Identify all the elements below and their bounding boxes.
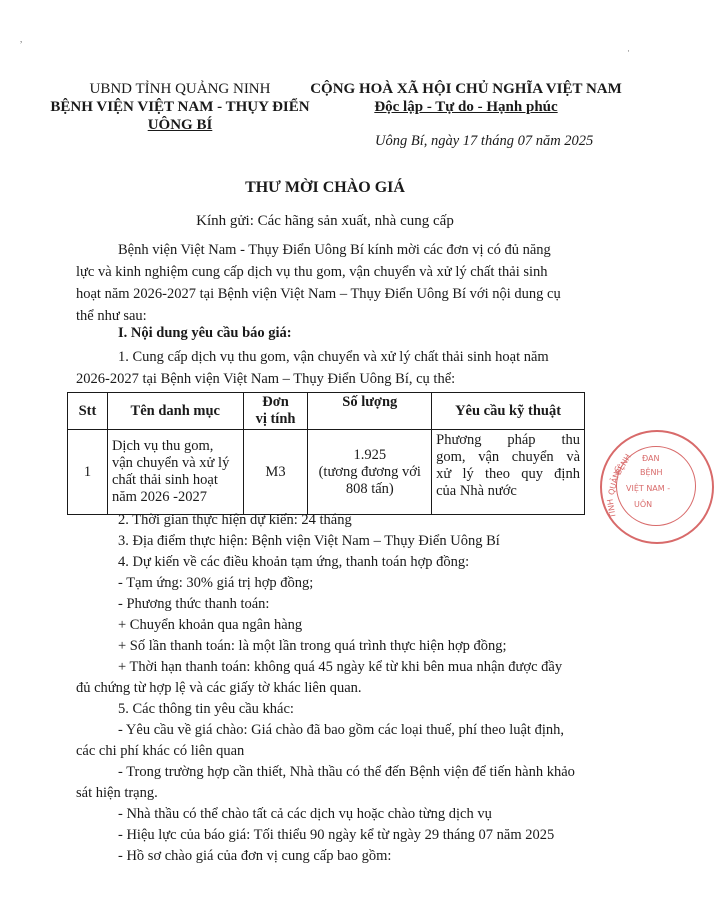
word: chuyển	[511, 449, 554, 465]
body-line: + Số lần thanh toán: là một lần trong quá trình thực hiện hợp đồng;	[118, 638, 507, 654]
col-header-qty: Số lượng	[308, 393, 432, 430]
cell-tech-line	[436, 466, 580, 483]
intro-line: Bệnh viện Việt Nam - Thụy Điển Uông Bí kính mời các đơn vị có đủ năng	[118, 242, 551, 258]
motto: Độc lập - Tự do - Hạnh phúc	[374, 99, 558, 115]
stamp-text: BỆNH	[640, 468, 663, 477]
table-header-row	[68, 393, 585, 430]
document-title: THƯ MỜI CHÀO GIÁ	[245, 179, 405, 196]
cell-name-line: Dịch vụ thu gom,	[111, 438, 214, 454]
body-line: các chi phí khác có liên quan	[76, 743, 245, 759]
cell-tech-line	[436, 483, 580, 500]
stamp-text: VIỆT NAM -	[626, 484, 671, 493]
cell-name-line: chất thải sinh hoạt	[111, 472, 218, 488]
hospital-name-line2: UÔNG BÍ	[147, 117, 213, 133]
recipient: Kính gửi: Các hãng sản xuất, nhà cung cấp	[196, 213, 454, 229]
cell-stt: 1	[68, 430, 108, 515]
cell-name-line: năm 2026 -2027	[111, 489, 207, 505]
body-line: + Thời hạn thanh toán: không quá 45 ngày kể từ khi bên mua nhận được đầy	[118, 659, 563, 675]
official-stamp	[600, 430, 714, 544]
cell-tech	[432, 430, 585, 515]
cell-qty	[308, 430, 432, 515]
cell-name-line: vận chuyển và xử lý	[111, 455, 230, 471]
word: và	[566, 449, 580, 465]
body-line: - Phương thức thanh toán:	[118, 596, 270, 612]
section-heading: I. Nội dung yêu cầu báo giá:	[118, 325, 292, 341]
body-line: 4. Dự kiến về các điều khoản tạm ứng, thanh toán hợp đồng:	[118, 554, 470, 570]
item-line: 2026-2027 tại Bệnh viện Việt Nam – Thụy Điển Uông Bí, cụ thể:	[76, 371, 456, 387]
intro-line: lực và kinh nghiệm cung cấp dịch vụ thu gom, vận chuyển và xử lý chất thải sinh	[76, 264, 548, 280]
cell-name	[107, 430, 243, 515]
body-line: - Hồ sơ chào giá của đơn vị cung cấp bao gồm:	[118, 848, 392, 864]
agency-name: UBND TỈNH QUẢNG NINH	[89, 81, 271, 97]
word: gom,	[436, 449, 466, 465]
word: pháp	[507, 432, 536, 448]
intro-line: hoạt năm 2026-2027 tại Bệnh viện Việt Nam – Thụy Điển Uông Bí với nội dung cụ	[76, 286, 561, 302]
nation-title: CỘNG HOÀ XÃ HỘI CHỦ NGHĨA VIỆT NAM	[310, 81, 622, 97]
word: thu	[561, 432, 580, 448]
stamp-text: BỆNH	[613, 452, 633, 477]
body-line: - Tạm ứng: 30% giá trị hợp đồng;	[118, 575, 314, 591]
intro-line: thể như sau:	[76, 308, 147, 324]
col-header-name: Tên danh mục	[107, 393, 243, 430]
body-line: đủ chứng từ hợp lệ và các giấy tờ khác liên quan.	[76, 680, 362, 696]
cell-qty-line: 1.925	[353, 446, 387, 463]
scan-mark: ,	[20, 34, 23, 44]
stamp-text: TỈNH	[605, 498, 618, 519]
word: định	[554, 466, 580, 482]
document-date: Uông Bí, ngày 17 tháng 07 năm 2025	[375, 133, 594, 149]
stamp-text: QUẢNG	[606, 464, 624, 497]
cell-tech-line	[436, 449, 580, 466]
cell-unit: M3	[243, 430, 308, 515]
word: vận	[478, 449, 500, 465]
word: theo	[484, 466, 510, 482]
hospital-name: BỆNH VIỆN VIỆT NAM - THỤY ĐIỂN	[50, 99, 310, 115]
col-header-tech: Yêu cầu kỹ thuật	[432, 393, 585, 430]
services-table	[67, 392, 585, 515]
word: Phương	[436, 432, 482, 448]
body-line: 2. Thời gian thực hiện dự kiến: 24 tháng	[118, 512, 352, 528]
body-line: sát hiện trạng.	[76, 785, 158, 801]
cell-qty-line: (tương đương với	[318, 463, 421, 480]
body-line: + Chuyển khoản qua ngân hàng	[118, 617, 303, 633]
body-line: - Yêu cầu về giá chào: Giá chào đã bao gồm các loại thuế, phí theo luật định,	[118, 722, 564, 738]
col-header-unit	[243, 393, 308, 430]
cell-qty-line: 808 tấn)	[345, 480, 394, 497]
word: lý	[462, 466, 474, 482]
body-line: 5. Các thông tin yêu cầu khác:	[118, 701, 294, 717]
item-line: 1. Cung cấp dịch vụ thu gom, vận chuyển và xử lý chất thải sinh hoạt năm	[118, 349, 549, 365]
scan-mark: ·	[627, 46, 630, 56]
col-header-unit-line2: vị tính	[255, 411, 296, 427]
col-header-stt: Stt	[68, 393, 108, 430]
body-line: - Nhà thầu có thể chào tất cả các dịch vụ hoặc chào từng dịch vụ	[118, 806, 492, 822]
stamp-text: ĐAN	[642, 454, 660, 463]
body-line: - Hiệu lực của báo giá: Tối thiểu 90 ngày kể từ ngày 29 tháng 07 năm 2025	[118, 827, 555, 843]
body-line: 3. Địa điểm thực hiện: Bệnh viện Việt Nam – Thụy Điển Uông Bí	[118, 533, 500, 549]
word: của Nhà nước	[436, 483, 517, 499]
body-line: - Trong trường hợp cần thiết, Nhà thầu có thể đến Bệnh viện để tiến hành khảo	[118, 764, 575, 780]
col-header-unit-line1: Đơn	[262, 394, 289, 410]
stamp-text: UÔN	[634, 500, 653, 509]
word: quy	[521, 466, 543, 482]
word: xử	[436, 466, 452, 482]
table-row	[68, 430, 585, 515]
cell-tech-line	[436, 432, 580, 449]
